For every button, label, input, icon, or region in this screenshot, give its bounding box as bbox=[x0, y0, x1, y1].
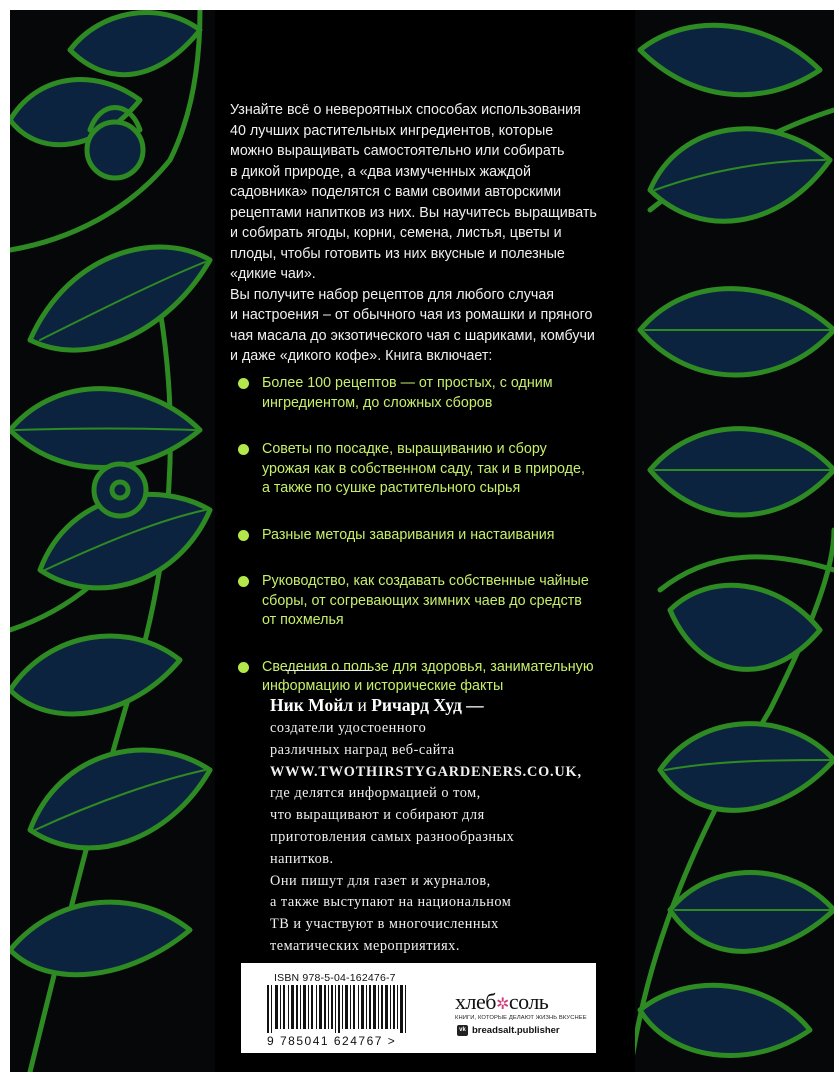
bio-line: а также выступают на национальном bbox=[270, 894, 512, 911]
intro-line: можно выращивать самостоятельно или собирать bbox=[230, 143, 565, 159]
intro-line: 40 лучших растительных ингредиентов, которые bbox=[230, 122, 554, 139]
bullet-dot-icon bbox=[238, 530, 249, 541]
social-handle: breadsalt.publisher bbox=[472, 1025, 560, 1036]
author-conjunction: и bbox=[357, 695, 367, 715]
intro-line: Вы получите набор рецептов для любого случая bbox=[230, 286, 555, 303]
intro-line: в дикой природе, а «два измученных жаждой bbox=[230, 163, 531, 180]
bio-line: создатели удостоенного bbox=[270, 720, 427, 736]
bullet-dot-icon bbox=[238, 444, 249, 455]
intro-line: и собирать ягоды, корни, семена, листья, цветы и bbox=[230, 225, 562, 241]
back-cover bbox=[10, 10, 834, 1072]
vk-icon: vk bbox=[457, 1025, 468, 1036]
intro-line: и даже «дикого кофе». Книга включает: bbox=[230, 348, 493, 364]
feature-item: Более 100 рецептов — от простых, с одним ингредиентом, до сложных сборов bbox=[238, 374, 628, 413]
feature-item: Советы по посадке, выращиванию и сбору урожая как в собственном саду, так и в природе, а также по сушке растительного сырья bbox=[238, 440, 628, 499]
intro-line: рецептами напитков из них. Вы научитесь выращивать bbox=[230, 204, 597, 221]
publisher-social bbox=[457, 1025, 560, 1036]
isbn-label: ISBN 978-5-04-162476-7 bbox=[274, 972, 396, 984]
bio-line: Они пишут для газет и журналов, bbox=[270, 872, 491, 889]
authors-heading bbox=[270, 694, 630, 716]
isbn-publisher-box bbox=[241, 963, 596, 1053]
bio-line: приготовления самых разнообразных bbox=[270, 828, 515, 845]
bio-line: напитков. bbox=[270, 850, 334, 867]
publisher-tagline: КНИГИ, КОТОРЫЕ ДЕЛАЮТ ЖИЗНЬ ВКУСНЕЕ bbox=[455, 1015, 587, 1021]
bio-line: что выращивают и собирают для bbox=[270, 807, 485, 824]
intro-line: чая масала до экзотического чая с шариками, комбучи bbox=[230, 327, 595, 344]
author-name-1: Ник Мойл bbox=[270, 695, 354, 715]
bullet-dot-icon bbox=[238, 378, 249, 389]
barcode-icon bbox=[267, 985, 417, 1033]
star-icon: ✲ bbox=[495, 996, 509, 1013]
feature-item: Сведения о пользе для здоровья, занимательную информацию и исторические факты bbox=[238, 658, 628, 697]
intro-line: садовника» поделятся с вами своими авторскими bbox=[230, 184, 562, 200]
bio-line: где делятся информацией о том, bbox=[270, 785, 481, 802]
intro-line: плоды, чтобы готовить из них вкусные и полезные bbox=[230, 245, 565, 262]
website-link[interactable]: WWW.TWOTHIRSTYGARDENERS.CO.UK, bbox=[270, 763, 582, 780]
divider bbox=[286, 670, 372, 671]
bullet-dot-icon bbox=[238, 662, 249, 673]
feature-item: Разные методы заваривания и настаивания bbox=[238, 526, 628, 546]
intro-paragraph bbox=[230, 100, 630, 367]
bio-line: различных наград веб-сайта bbox=[270, 741, 455, 758]
bio-line: ТВ и участвуют в многочисленных bbox=[270, 916, 499, 933]
author-name-2: Ричард Худ — bbox=[371, 695, 484, 715]
intro-line: и настроения – от обычного чая из ромашки и пряного bbox=[230, 307, 593, 323]
authors-bio bbox=[270, 718, 630, 958]
feature-item: Руководство, как создавать собственные чайные сборы, от согревающих зимних чаев до средств от похмелья bbox=[238, 572, 628, 631]
intro-line: «дикие чаи». bbox=[230, 266, 316, 282]
barcode-number: 9 785041 624767 > bbox=[267, 1034, 397, 1048]
publisher-logo: хлеб✲соль bbox=[455, 989, 549, 1014]
feature-list bbox=[238, 374, 628, 724]
bullet-dot-icon bbox=[238, 576, 249, 587]
intro-line: Узнайте всё о невероятных способах использования bbox=[230, 102, 581, 118]
bio-line: тематических мероприятиях. bbox=[270, 937, 460, 954]
